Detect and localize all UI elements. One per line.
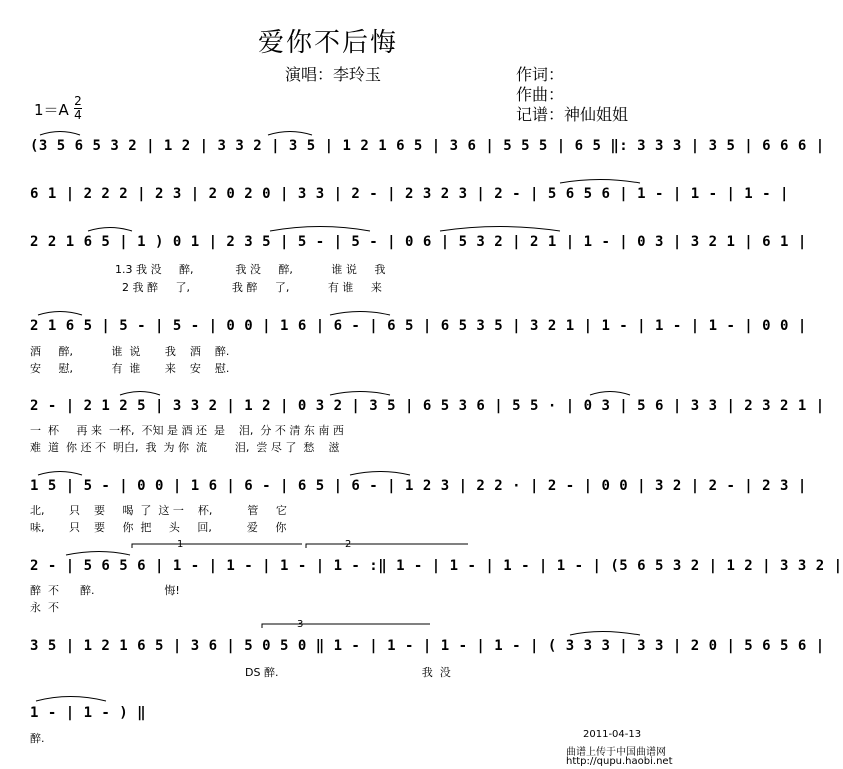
lyrics-line-4b: 安 慰, 有 谁 来 安 慰.: [30, 362, 230, 375]
lyricist-credit: 作词：: [516, 65, 565, 84]
score-line-7: 2 - | 5 6 5 6 | 1 - | 1 - | 1 - | 1 - :‖ 1 - | 1 - | 1 - | 1 - | (5 6 5 3 2 | 1 2 | 3 3 2 |: [30, 558, 843, 574]
volta-1-label: 1: [177, 539, 184, 550]
lyrics-line-3b: 2 我 醉 了, 我 醉 了, 有 谁 来: [115, 281, 382, 294]
lyrics-line-3a: 1.3 我 没 醉, 我 没 醉, 谁 说 我: [115, 263, 386, 276]
lyrics-line-8a: DS 醉. 我 没: [245, 666, 451, 679]
singer-credit: 演唱：李玲玉: [285, 65, 382, 84]
lyrics-line-9a: 醉.: [30, 732, 45, 745]
upload-date: 2011-04-13: [583, 729, 642, 740]
score-line-6: 1 5 | 5 - | 0 0 | 1 6 | 6 - | 6 5 | 6 - | 1 2 3 | 2 2 · | 2 - | 0 0 | 3 2 | 2 - | 2 3 |: [30, 478, 807, 494]
score-line-2: 6 1 | 2 2 2 | 2 3 | 2 0 2 0 | 3 3 | 2 - | 2 3 2 3 | 2 - | 5 6 5 6 | 1 - | 1 - | 1 - |: [30, 186, 789, 202]
score-line-4: 2 1 6 5 | 5 - | 5 - | 0 0 | 1 6 | 6 - | 6 5 | 6 5 3 5 | 3 2 1 | 1 - | 1 - | 1 - | 0 0 |: [30, 318, 807, 334]
time-signature: [74, 96, 82, 121]
time-signature-top: 2: [74, 94, 82, 108]
lyrics-line-7b: 永 不: [30, 601, 59, 614]
lyrics-line-7a: 醉 不 醉. 悔!: [30, 584, 180, 597]
volta-3-label: 3: [297, 619, 304, 630]
score-line-8: 3 5 | 1 2 1 6 5 | 3 6 | 5 0 5 0 ‖ 1 - | 1 - | 1 - | 1 - | ( 3 3 3 | 3 3 | 2 0 | 5 6 5 6 |: [30, 638, 825, 654]
song-title: 爱你不后悔: [258, 28, 399, 58]
lyrics-line-5b: 难 道 你 还 不 明白, 我 为 你 流 泪, 尝 尽 了 愁 滋: [30, 441, 340, 454]
score-line-5: 2 - | 2 1 2 5 | 3 3 2 | 1 2 | 0 3 2 | 3 5 | 6 5 3 6 | 5 5 · | 0 3 | 5 6 | 3 3 | 2 3 2 1 |: [30, 398, 825, 414]
composer-credit: 作曲：: [516, 85, 565, 104]
lyrics-line-4a: 酒 醉, 谁 说 我 酒 醉.: [30, 345, 230, 358]
score-line-3: 2 2 1 6 5 | 1 ) 0 1 | 2 3 5 | 5 - | 5 - | 0 6 | 5 3 2 | 2 1 | 1 - | 0 3 | 3 2 1 | 6 1 |: [30, 234, 807, 250]
lyrics-line-6a: 北, 只 要 喝 了 这 一 杯, 管 它: [30, 504, 287, 517]
transcriber-credit: 记谱：神仙姐姐: [516, 105, 629, 124]
lyrics-line-5a: 一 杯 再 来 一杯, 不知 是 酒 还 是 泪, 分 不 清 东 南 西: [30, 424, 344, 437]
score-line-1: (3 5 6 5 3 2 | 1 2 | 3 3 2 | 3 5 | 1 2 1 6 5 | 3 6 | 5 5 5 | 6 5 ‖: 3 3 3 | 3 5 | 6 6 6 |: [30, 138, 825, 154]
source-url: http://qupu.haobi.net: [566, 756, 673, 767]
lyrics-line-6b: 味, 只 要 你 把 头 回, 爱 你: [30, 521, 287, 534]
time-signature-bottom: 4: [74, 108, 82, 122]
key-signature: 1＝A: [34, 101, 69, 119]
source-site: 曲谱上传于中国曲谱网: [566, 747, 666, 758]
volta-2-label: 2: [345, 539, 352, 550]
score-line-9: 1 - | 1 - ) ‖: [30, 705, 147, 721]
